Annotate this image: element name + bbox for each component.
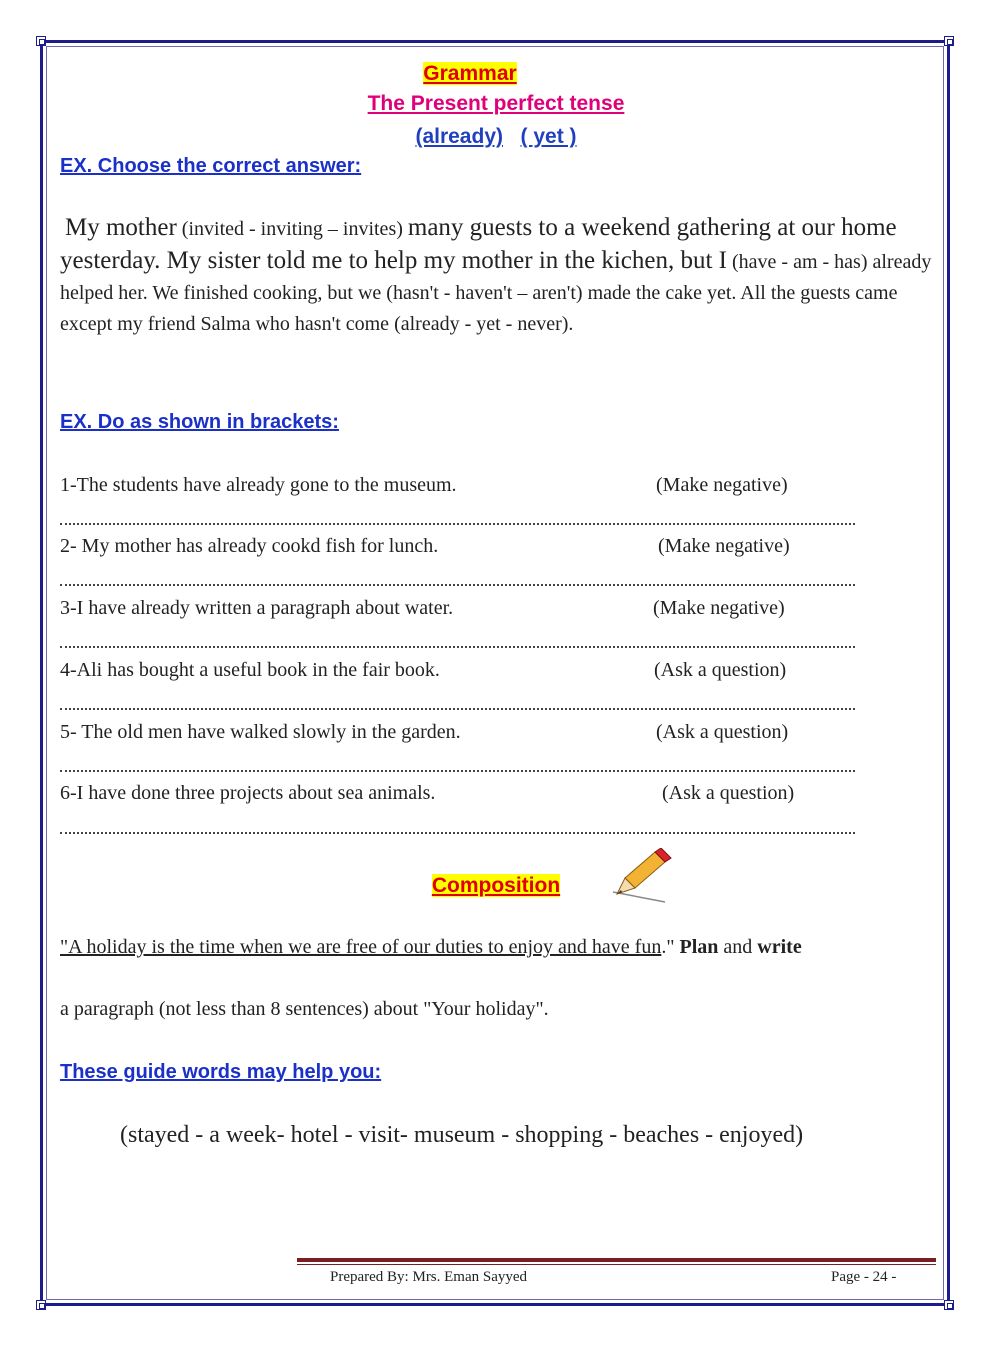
quote-text: "A holiday is the time when we are free of our duties to enjoy and have fun [60,936,662,958]
answer-line[interactable] [60,520,855,525]
ex2-item-5: 5- The old men have walked slowly in the garden. [60,721,461,743]
ex2-bracket-4: (Ask a question) [654,659,787,681]
grammar-heading [0,62,992,86]
guide-words: (stayed - a week- hotel - visit- museum - shopping - beaches - enjoyed) [120,1122,804,1148]
ex1-options-1: (invited - inviting – invites) [181,218,403,240]
ex2-item-2: 2- My mother has already cookd fish for lunch. [60,535,439,557]
answer-line[interactable] [60,829,855,834]
composition-label: Composition [431,874,561,897]
ex2-bracket-6: (Ask a question) [662,782,795,804]
and-word: and [718,936,758,958]
ex2-bracket-3: (Make negative) [653,597,785,619]
footer-divider [297,1258,936,1262]
footer-divider-thin [297,1264,936,1265]
answer-line[interactable] [60,767,855,772]
ex2-item-3: 3-I have already written a paragraph about water. [60,597,454,619]
yet-label: ( yet ) [520,125,577,148]
ex2-bracket-1: (Make negative) [656,474,788,496]
ex2-heading: EX. Do as shown in brackets: [60,411,339,433]
footer-page-number: Page - 24 - [831,1269,897,1285]
ex1-text-2: many guests to a weekend gathering at our home yesterday. My sister told me to help my mother in the kichen, but I [60,214,897,274]
composition-quote [60,936,802,959]
ex1-text-3: already helped her. We finished cooking, but we (hasn't - haven't – aren't) made the cake yet. All the guests came except my friend Salma who hasn't come (already - yet - never). [60,251,932,335]
ex2-item-1: 1-The students have already gone to the museum. [60,474,457,496]
ex2-item-6: 6-I have done three projects about sea animals. [60,782,436,804]
ex2-bracket-5: (Ask a question) [656,721,789,743]
tense-heading: The Present perfect tense [367,92,625,115]
ex1-text-1: My mother [65,214,177,241]
footer-author: Prepared By: Mrs. Eman Sayyed [330,1269,528,1285]
answer-line[interactable] [60,581,855,586]
composition-heading [0,874,992,898]
plan-word: Plan [679,936,719,958]
ex1-paragraph [60,212,938,340]
border-corner [944,1300,954,1310]
already-label: (already) [415,125,503,148]
quote-end: ." [661,936,680,958]
answer-line[interactable] [60,705,855,710]
guide-heading: These guide words may help you: [60,1061,382,1083]
pencil-icon [605,848,675,906]
ex1-heading: EX. Choose the correct answer: [60,155,362,177]
composition-instruction: a paragraph (not less than 8 sentences) about "Your holiday". [60,998,549,1020]
border-corner [36,1300,46,1310]
answer-line[interactable] [60,643,855,648]
write-word: write [757,936,802,958]
border-corner [944,36,954,46]
already-yet-heading [0,125,992,149]
ex2-item-4: 4-Ali has bought a useful book in the fair book. [60,659,440,681]
ex2-bracket-2: (Make negative) [658,535,790,557]
ex1-options-2: (have - am - has) [732,251,868,273]
border-corner [36,36,46,46]
grammar-label: Grammar [423,62,517,85]
